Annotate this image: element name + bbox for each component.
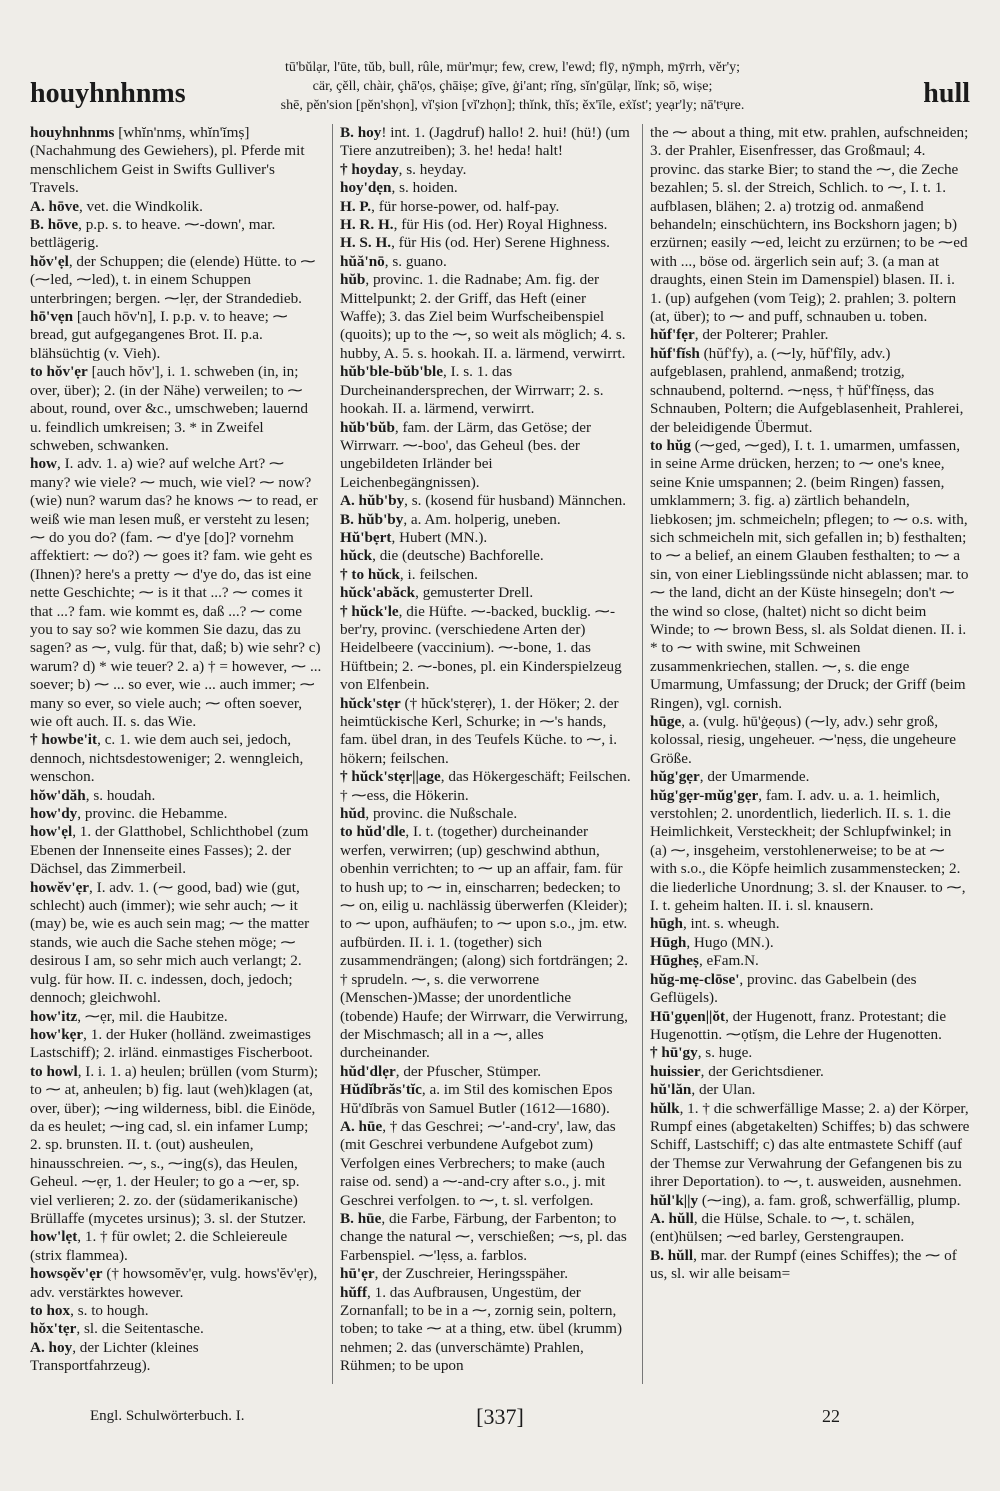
entry-text: (hŭf'fy), a. (⁓ly, hŭf'fĭly, adv.) aufgeblasen, prahlend, anmaßend; trotzig, schnaubend, polternd. ⁓nẹss, † hŭf'fĭnẹss, das Schnauben, Poltern; die Aufgeblasenheit, Prahlerei, der beleidigende Übermut. [650, 344, 964, 436]
headword: Hū'gụen||ŏt [650, 1007, 726, 1025]
pronunciation-key-line: shē, pĕn'sion [pĕn'shọn], vĭ'ṣion [vĭ'zhọn]; thĭnk, thĭs; ĕx'īle, eẋĭst'; yeạr'ly; nā'tˢụre. [280, 98, 745, 113]
dictionary-entry [30, 879, 322, 1008]
dictionary-entry [650, 1063, 970, 1081]
headword: hŏw'dăh [30, 786, 86, 804]
dictionary-entry [340, 529, 632, 547]
entry-text: , Hugo (MN.). [686, 933, 774, 951]
entry-text: , I. adv. 1. (⁓ good, bad) wie (gut, schlecht) auch (immer); wie sehr auch; ⁓ it (may) be, wie es auch sein mag; ⁓ the matter stands, wie auch die Sache stehen möge; ⁓ desirous I am, so sehr mich auch verlangt; 2. vulg. für how. II. c. indessen, doch, jedoch; dennoch; gleichwohl. [30, 878, 310, 1007]
headword: how [30, 455, 58, 473]
entry-text: († howsomĕv'ẹr, vulg. hows'ĕv'ẹr), adv. verstärktes however. [30, 1265, 318, 1301]
headword: hŭd [340, 805, 366, 823]
entry-text: , für His (od. Her) Serene Highness. [391, 234, 610, 252]
dictionary-entry [30, 731, 322, 786]
dictionary-entry [340, 566, 632, 584]
entry-text: , fam. der Lärm, das Getöse; der Wirrwarr. ⁓-boo', das Geheul (bes. der ungebildeten Irländer bei Leichenbegängnissen). [340, 418, 592, 491]
column-1 [30, 124, 322, 1384]
headword: how'itz [30, 1007, 78, 1025]
column-3 [650, 124, 970, 1384]
entry-text: , eFam.N. [698, 952, 759, 970]
dictionary-entry [650, 1100, 970, 1192]
dictionary-entry [340, 603, 632, 695]
entry-text: , vet. die Windkolik. [78, 197, 203, 215]
entry-text: , s. to hough. [70, 1302, 149, 1319]
dictionary-entry [650, 437, 970, 713]
dictionary-entry [340, 363, 632, 418]
dictionary-entry [650, 713, 970, 768]
entry-text: , c. 1. wie dem auch sei, jedoch, dennoch, nichtsdestoweniger; 2. wenngleich, wenschon. [30, 731, 304, 786]
headword: hoy'dẹn [340, 179, 392, 197]
headword: hŭg'gẹr-mŭg'gẹr [650, 786, 759, 804]
dictionary-entry [340, 216, 632, 234]
headword: hŭck [340, 547, 373, 565]
dictionary-entry [340, 1284, 632, 1376]
headword: † hŭck'le [340, 602, 399, 620]
guide-word-right: hull [923, 78, 970, 109]
headword: A. hōve [30, 197, 79, 215]
dictionary-entry [340, 271, 632, 363]
entry-text: , i. feilschen. [399, 565, 478, 583]
headword: hūge [650, 713, 682, 730]
headword: hŭă'nō [340, 252, 385, 270]
dictionary-entry [30, 124, 322, 198]
dictionary-entry [340, 511, 632, 529]
headword: hŭf'fẹr [650, 326, 695, 344]
dictionary-entry [650, 971, 970, 1008]
dictionary-entry [30, 198, 322, 216]
dictionary-entry [340, 584, 632, 602]
headword: A. hūe [340, 1117, 383, 1135]
headword: Hŭ'bẹrt [340, 528, 392, 546]
dictionary-entry [30, 455, 322, 731]
dictionary-entry [30, 1265, 322, 1302]
dictionary-entry [650, 768, 970, 786]
dictionary-entry [340, 198, 632, 216]
entry-text: , 1. der Glatthobel, Schlichthobel (zum Ebenen der Innenseite eines Fasses); 2. der Dächsel, das Zimmerbeil. [30, 823, 309, 878]
headword: B. hōve [30, 216, 79, 234]
entry-text: , sl. die Seitentasche. [76, 1320, 204, 1338]
headword: hŭl'k||y [650, 1191, 699, 1209]
running-head [30, 58, 970, 118]
headword: to howl [30, 1062, 78, 1080]
dictionary-entry [650, 1247, 970, 1284]
dictionary-entry [650, 326, 970, 344]
headword: hŭlk [650, 1099, 680, 1117]
dictionary-entry [650, 1044, 970, 1062]
entry-text: , fam. I. adv. u. a. 1. heimlich, verstohlen; 2. unordentlich, liederlich. II. s. 1. die Heimlichkeit, Versteckheit; der Schlupfwinkel; in (a) ⁓, insgeheim, verstohlenerweise; to be at ⁓ with s.o., die Köpfe heimlich zusammenstecken; 2. die liederliche Unordnung; 3. sl. der Knauser. to ⁓, I. t. geheim halten. II. i. sl. knausern. [650, 786, 966, 915]
entry-text: ! int. 1. (Jagdruf) hallo! 2. hui! (hü!) (um Tiere anzutreiben); 3. he! heda! halt! [340, 124, 630, 160]
entry-text: , 1. † die schwerfällige Masse; 2. a) der Körper, Rumpf eines (abgetakelten) Schiffes; b) das schwere Schiff, Lastschiff; c) das alte entmastete Schiff (auf der Themse zur Verwahrung der Gefangenen bis zu ihrer Deportation). to ⁓, t. ausweiden, ausnehmen. [650, 1099, 970, 1191]
entry-text: , I. adv. 1. a) wie? auf welche Art? ⁓ many? wie viele? ⁓ much, wie viel? ⁓ now? (wie) nun? warum das? he knows ⁓ to read, er weiß wie man lesen muß, er versteht zu lesen; ⁓ do you do? (fam. ⁓ d'ye [do]? vornehm affektiert: ⁓ do?) ⁓ goes it? fam. wie geht es (Ihnen)? here's a pretty ⁓ d'ye do, das ist eine nette Geschichte; ⁓ is it that ...? ⁓ comes it that ...? fam. wie kommt es, daß ...? ⁓ come you to say so? wie kommen Sie dazu, das zu sagen? as ⁓, vulg. für that, daß; b) wie sehr? c) warum? d) * wie teuer? 2. a) † = however, ⁓ ... soever; b) ⁓ ... so ever, wie ... auch immer; ⁓ many so ever, so viele auch; ⁓ often soever, wie oft auch. II. s. das Wie. [30, 455, 322, 730]
dictionary-entry [30, 363, 322, 455]
entry-text: , mar. der Rumpf (eines Schiffes); the ⁓ of us, sl. wir alle beisam= [650, 1246, 957, 1283]
dictionary-entry [650, 1008, 970, 1045]
signature-mark: 22 [822, 1406, 840, 1426]
entry-text: , Hubert (MN.). [391, 528, 488, 546]
entry-text: , s. houdah. [85, 786, 156, 804]
dictionary-entry [340, 768, 632, 805]
entry-text: , der Polterer; Prahler. [694, 326, 829, 344]
headword: B. hŭb'by [340, 510, 404, 528]
dictionary-entry [30, 805, 322, 823]
dictionary-entry [340, 253, 632, 271]
dictionary-entry [340, 419, 632, 493]
entry-text: , provinc. die Hebamme. [77, 805, 228, 823]
entry-text: , 1. das Aufbrausen, Ungestüm, der Zornanfall; to be in a ⁓, zornig sein, poltern, toben; to take ⁓ at a thing, etw. übel (krumm) nehmen; 2. das (unverschämte) Prahlen, Rühmen; to be upon [340, 1283, 623, 1375]
entry-text: († hŭck'stẹrẹr), 1. der Höker; 2. der heimtückische Kerl, Schurke; in ⁓'s hands, fam. übel dran, in des Teufels Küche. to ⁓, i. hökern; feilschen. [340, 694, 619, 767]
entry-text: , s. (kosend für husband) Männchen. [404, 492, 627, 510]
headword: to hox [30, 1302, 71, 1319]
dictionary-entry [340, 234, 632, 252]
headword: † to hŭck [340, 565, 400, 583]
headword: Hūgh [650, 933, 687, 951]
entry-text: , für His (od. Her) Royal Highness. [393, 216, 608, 234]
column-rule [332, 124, 333, 1384]
dictionary-entry [340, 1081, 632, 1118]
headword: Hūgheṣ [650, 952, 699, 970]
entry-text: , s. guano. [384, 252, 447, 270]
headword: H. S. H. [340, 234, 392, 252]
dictionary-entry [30, 787, 322, 805]
headword: to hŭg [650, 436, 691, 454]
dictionary-entry [340, 805, 632, 823]
entry-text: , provinc. die Nußschale. [365, 805, 518, 823]
entry-text: , der Umarmende. [699, 768, 810, 786]
dictionary-entry [340, 547, 632, 565]
entry-text: , das Hökergeschäft; Feilschen. † ⁓ess, die Hökerin. [340, 768, 631, 804]
headword: hūgh [650, 915, 683, 933]
dictionary-entry [650, 787, 970, 916]
dictionary-entry [650, 124, 970, 326]
entry-text: (⁓ged, ⁓ged), I. t. 1. umarmen, umfassen, in seine Arme drücken, herzen; to ⁓ one's knee, seine Knie umspannen; 2. (beim Ringen) fassen, umklammern; 3. fig. a) zärtlich behandeln, liebkosen; jm. schmeicheln; pflegen; to ⁓ o.s. with, sich schmeicheln mit, sich gefallen in; b) festhalten; to ⁓ a belief, an einem Glauben festhalten; to ⁓ a sin, von einer Lieblingssünde nicht ablassen; mar. to ⁓ the land, dicht an der Küste hinsegeln; don't ⁓ the wind so close, (haltet) nicht so dicht beim Winde; to ⁓ brown Bess, sl. als Soldat dienen. II. i. * to ⁓ with swine, mit Schweinen zusammenkriechen, stallen. ⁓, s. die enge Umarmung, Umfassung; der Druck; der Griff (beim Ringen), vgl. cornish. [650, 436, 969, 712]
dictionary-entry [30, 823, 322, 878]
headword: how'dy [30, 805, 78, 823]
headword: B. hoy [340, 124, 382, 141]
dictionary-entry [30, 1063, 322, 1229]
headword: to hŏv'ẹr [30, 363, 88, 381]
entry-text: , der Hugenott, franz. Protestant; die Hugenottin. ⁓ọtĭṣm, die Lehre der Hugenotten. [650, 1007, 947, 1043]
headword: hŏv'ẹl [30, 252, 69, 270]
headword: hŭg'gẹr [650, 768, 700, 786]
dictionary-entry [650, 915, 970, 933]
headword: † hū'gy [650, 1044, 698, 1062]
entry-text: , a. Am. holperig, uneben. [403, 510, 561, 528]
headword: B. hŭll [650, 1246, 694, 1264]
dictionary-entry [340, 695, 632, 769]
dictionary-entry [30, 1339, 322, 1376]
entry-text: [auch hŏv'], i. 1. schweben (in, in; over, über); 2. (in der Nähe) verweilen; to ⁓ about, round, over &c., umschweben; lauernd u. feindlich umkreisen; 3. * in Zweifel schweben, schwanken. [30, 363, 308, 454]
entry-text: , für horse-power, od. half-pay. [371, 197, 560, 215]
headword: huissier [650, 1062, 701, 1080]
entry-text: , der Gerichtsdiener. [700, 1062, 824, 1080]
page-footer [30, 1404, 970, 1444]
entry-text: , p.p. s. to heave. ⁓-down', mar. bettlägerig. [30, 216, 276, 252]
entry-text: , die Hülse, Schale. to ⁓, t. schälen, (ent)hülsen; ⁓ed barley, Gerstengraupen. [650, 1209, 915, 1246]
entry-text: , ⁓ẹr, mil. die Haubitze. [77, 1007, 228, 1025]
pronunciation-key [205, 58, 820, 115]
headword: Hŭdĭbrăs'tĭc [340, 1081, 422, 1099]
dictionary-entry [340, 1118, 632, 1210]
dictionary-entry [30, 1320, 322, 1338]
headword: houyhnhnms [30, 124, 115, 141]
entry-text: , a. (vulg. hū'ġeọus) (⁓ly, adv.) sehr groß, kolossal, riesig, ungeheuer. ⁓'nẹss, die ungeheure Größe. [650, 713, 956, 767]
entry-text: , gemusterter Drell. [415, 584, 534, 602]
headword: hŭf'fĭsh [650, 344, 700, 362]
dictionary-entry [340, 823, 632, 1062]
dictionary-entry [650, 345, 970, 437]
entry-text: , s. hoiden. [391, 179, 458, 197]
entry-text: [auch hōv'n], I. p.p. v. to heave; ⁓ bread, gut aufgegangenes Brot. II. p.a. blähsüchtig (v. Vieh). [30, 308, 288, 362]
entry-text: , provinc. 1. die Radnabe; Am. fig. der Mittelpunkt; 2. der Griff, das Heft (einer Waffe); 3. das Ziel beim Wurfscheibenspiel (quoits); up to the ⁓, so weit als möglich; 4. s. hubby, A. 5. s. hookah. II. a. lärmend, verwirrt. [340, 271, 626, 362]
entry-text: , die Hüfte. ⁓-backed, bucklig. ⁓-ber'ry, provinc. (verschiedene Arten der) Heidelbeere (vaccinium). ⁓-bone, 1. das Hüftbein; 2. ⁓-bones, pl. ein Kinderspielzeug von Elfenbein. [340, 602, 622, 694]
dictionary-entry [30, 1228, 322, 1265]
entry-text: [whĭn'nmṣ, whĭn'ĭmṣ] (Nachahmung des Gewiehers), pl. Pferde mit menschlichem Geist in Swifts Gulliver's Travels. [30, 124, 305, 197]
entry-text: , die Farbe, Färbung, der Farbenton; to change the natural ⁓, verschießen; ⁓s, pl. das Farbenspiel. ⁓'lẹss, a. farblos. [340, 1209, 627, 1264]
entry-text: , der Schuppen; die (elende) Hütte. to ⁓ (⁓led, ⁓led), t. in einem Schuppen unterbringen; bergen. ⁓lẹr, der Strandedieb. [30, 252, 316, 307]
headword: hŭff [340, 1283, 368, 1301]
dictionary-entry [340, 1063, 632, 1081]
headword: hŭb'ble-bŭb'ble [340, 363, 443, 381]
headword: † hoyday [340, 160, 399, 178]
dictionary-entry [340, 1210, 632, 1265]
headword: how'lẹt [30, 1228, 78, 1246]
entry-text: (⁓ing), a. fam. groß, schwerfällig, plump. [698, 1191, 961, 1209]
dictionary-entry [650, 1192, 970, 1210]
dictionary-entry [340, 492, 632, 510]
headword: † hŭck'stẹr||age [340, 768, 441, 786]
dictionary-entry [340, 161, 632, 179]
entry-text: , s. huge. [697, 1044, 753, 1062]
guide-word-left: houyhnhnms [30, 78, 186, 109]
dictionary-entry [340, 124, 632, 161]
entry-text: , I. s. 1. das Durcheinandersprechen, der Wirrwarr; 2. s. hookah. II. a. lärmend, verwirrt. [340, 363, 604, 418]
dictionary-entry [30, 253, 322, 308]
headword: hŭck'abăck [340, 584, 416, 602]
page-number: [337] [476, 1404, 524, 1429]
column-2 [340, 124, 632, 1384]
entry-text: , s. heyday. [398, 160, 467, 178]
headword: how'ẹl [30, 823, 73, 841]
dictionary-entry [340, 179, 632, 197]
headword: howsọĕv'ẹr [30, 1265, 103, 1283]
entry-text: , die (deutsche) Bachforelle. [372, 547, 544, 565]
source-line: Engl. Schulwörterbuch. I. [90, 1408, 245, 1424]
entry-text: , a. im Stil des komischen Epos Hŭ'dĭbrăs von Samuel Butler (1612—1680). [340, 1081, 613, 1117]
headword: † howbe'it [30, 731, 98, 749]
dictionary-entry [650, 1210, 970, 1247]
dictionary-entry [30, 1008, 322, 1026]
headword: A. hŭll [650, 1209, 694, 1227]
entry-text: , provinc. das Gabelbein (des Geflügels). [650, 970, 917, 1007]
dictionary-entry [650, 1081, 970, 1099]
pronunciation-key-line: tū'bŭlạr, l'ūte, tŭb, bull, rûle, mür'mụr; few, crew, l'ewd; flȳ, nȳmph, mȳrrh, vĕr'y; [284, 60, 741, 75]
headword: hŏx'tẹr [30, 1320, 77, 1338]
headword: hō'vẹn [30, 308, 74, 326]
headword: hŭ'lăn [650, 1081, 692, 1099]
pronunciation-key-line: cär, çĕll, chàir, çhā'ọs, çhāiṣe; gīve, ġi'ant; rĭng, sĭn'gūlạr, lĭnk; sō, wiṣe; [312, 79, 713, 94]
headword: how'kẹr [30, 1025, 84, 1043]
headword: A. hoy [30, 1338, 73, 1356]
dictionary-entry [650, 934, 970, 952]
headword: hŭd'dlẹr [340, 1062, 396, 1080]
entry-text: , 1. † für owlet; 2. die Schleiereule (strix flammea). [30, 1228, 288, 1264]
entry-text: , 1. der Huker (holländ. zweimastiges Lastschiff); 2. irländ. einmastiges Fischerboot. [30, 1025, 313, 1062]
entry-text: , I. t. (together) durcheinander werfen, verwirren; (up) geschwind abthun, obenhin verrichten; to ⁓ up an affair, fam. für to hush up; to ⁓ in, einscharren; bedecken; to ⁓ on, eilig u. nachlässig überwerfen (Kleider); to ⁓ upon, aufhäufen; to ⁓ upon s.o., jm. etw. aufbürden. II. i. 1. (together) sich zusammendrängen; (along) sich fortdrängen; 2. † sprudeln. ⁓, s. die verworrene (Menschen-)Masse; der unordentliche (tobende) Haufe; der Wirrwarr, die Verwirrung, der Mischmasch; all in a ⁓, alles durcheinander. [340, 823, 629, 1062]
headword: hū'ẹr [340, 1265, 375, 1283]
headword: hŭg-mẹ-clōse' [650, 970, 740, 988]
headword: hŭb'bŭb [340, 418, 395, 436]
dictionary-entry [30, 1302, 322, 1320]
headword: H. R. H. [340, 216, 394, 234]
entry-text: the ⁓ about a thing, mit etw. prahlen, aufschneiden; 3. der Prahler, Eisenfresser, das Großmaul; 4. provinc. das starke Bier; to stand the ⁓, die Zeche bezahlen; 5. sl. der Streich, Schlich. to ⁓, I. t. 1. aufblasen, blähen; 2. a) trotzig od. anmaßend behandeln; einschüchtern, ins Bockshorn jagen; b) erzürnen; easily ⁓ed, leicht zu erzürnen; to be ⁓ed with ..., böse od. ärgerlich sein auf; 3. (a man at draughts, einen Stein im Damenspiel) blasen. II. i. 1. (up) aufgehen (vom Teig); 2. prahlen; 3. poltern (at, über); to ⁓ and puff, schnauben u. toben. [650, 124, 969, 326]
entry-columns [30, 124, 970, 1384]
headword: B. hūe [340, 1209, 382, 1227]
dictionary-entry [340, 1265, 632, 1283]
dictionary-entry [650, 952, 970, 970]
entry-text: , † das Geschrei; ⁓'-and-cry', law, das (mit Geschrei verbundene Aufgebot zum) Verfolgen eines Verbrechers; to make (auch raise od. send) a ⁓-and-cry after s.o., j. mit Geschrei verfolgen. to ⁓, t. sl. verfolgen. [340, 1117, 616, 1209]
headword: A. hŭb'by [340, 492, 405, 510]
dictionary-entry [30, 216, 322, 253]
headword: to hŭd'dle [340, 823, 406, 841]
entry-text: , der Pfuscher, Stümper. [395, 1062, 542, 1080]
entry-text: , der Ulan. [691, 1081, 756, 1099]
entry-text: , der Lichter (kleines Transportfahrzeug). [30, 1338, 199, 1375]
headword: hŭb [340, 271, 366, 289]
headword: H. P. [340, 197, 372, 215]
entry-text: , I. i. 1. a) heulen; brüllen (vom Sturm); to ⁓ at, anheulen; b) fig. laut (weh)klagen (at, over, über); ⁓ing wilderness, bibl. die Einöde, da es heulet; ⁓ing cad, sl. ein infamer Lump; 2. sp. brunsten. II. t. (out) ausheulen, hinausschreien. ⁓, s., ⁓ing(s), das Heulen, Geheul. ⁓ẹr, 1. der Heuler; to go a ⁓er, sp. viel verlieren; 2. zo. der (südamerikanische) Brüllaffe (mycetes ursinus); 3. sl. der Stutzer. [30, 1062, 319, 1227]
dictionary-entry [30, 308, 322, 363]
dictionary-entry [30, 1026, 322, 1063]
headword: hŭck'stẹr [340, 694, 401, 712]
entry-text: , int. s. wheugh. [682, 915, 780, 933]
column-rule [642, 124, 643, 1384]
headword: howĕv'ẹr [30, 878, 90, 896]
entry-text: , der Zuschreier, Heringsspäher. [374, 1265, 568, 1283]
